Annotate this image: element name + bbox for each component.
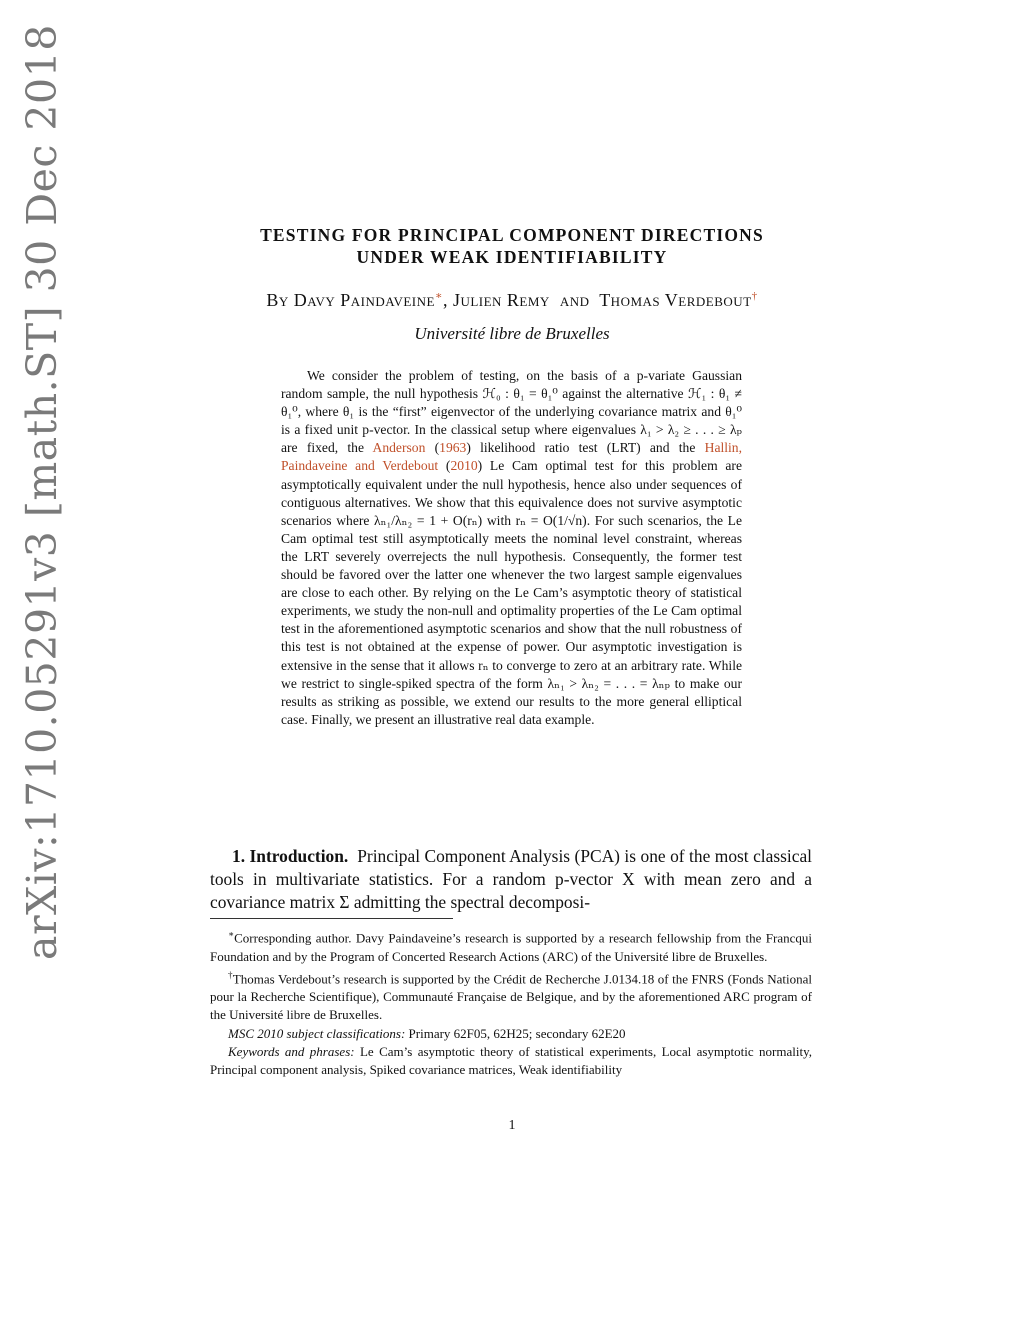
author-separator: , bbox=[442, 290, 448, 310]
footnote-verdebout bbox=[210, 966, 812, 1025]
author-paindaveine: Davy Paindaveine bbox=[293, 290, 435, 310]
page-number: 1 bbox=[508, 1118, 516, 1133]
abstract bbox=[281, 367, 742, 729]
title-line-2: UNDER WEAK IDENTIFIABILITY bbox=[356, 247, 668, 267]
keywords-label: Keywords and phrases: bbox=[228, 1043, 355, 1059]
footnotes bbox=[210, 925, 812, 1079]
section-heading: 1. Introduction. bbox=[232, 846, 349, 866]
msc-codes: Primary 62F05, 62H25; secondary 62E20 bbox=[405, 1025, 626, 1041]
abstract-text-1: We consider the problem of testing, on the basis of a p-variate Gaussian random sample, the null hypothesis ℋ₀ : θ₁ = θ₁⁰ against the alternative ℋ₁ : θ₁ ≠ θ₁⁰, where θ₁ is the “first” eigenvector of the underlying covariance matrix and θ₁⁰ is a fixed unit p-vector. In the classical setup where eigenvalues λ₁ > λ₂ ≥ . . . ≥ λₚ are fixed, the bbox=[281, 368, 742, 456]
author-verdebout: Thomas Verdebout bbox=[599, 290, 752, 310]
footnote-mark: † bbox=[228, 969, 233, 980]
introduction-paragraph bbox=[210, 845, 812, 914]
affiliation: Université libre de Bruxelles bbox=[414, 324, 610, 343]
footnote-text: Corresponding author. Davy Paindaveine’s research is supported by a research fellowship from the Francqui Foundation and by the Program of Concerted Research Actions (ARC) of the Université libre de Bruxelles. bbox=[210, 930, 812, 964]
author-remy: Julien Remy bbox=[452, 290, 550, 310]
footnote-mark-corresponding[interactable]: ∗ bbox=[434, 290, 443, 302]
citation-hallin[interactable]: Hallin, Paindaveine and Verdebout bbox=[281, 440, 743, 474]
arxiv-identifier: arXiv:1710.05291v3 [math.ST] 30 Dec 2018 bbox=[18, 24, 66, 960]
keywords-text: Le Cam’s asymptotic theory of statistical experiments, Local asymptotic normality, Principal component analysis, Spiked covariance matrices, Weak identifiability bbox=[210, 1043, 812, 1078]
citation-anderson-open: ( bbox=[425, 440, 440, 456]
msc-classification bbox=[210, 1025, 812, 1043]
footnote-rule bbox=[210, 918, 453, 919]
by-label: By bbox=[266, 290, 289, 310]
citation-hallin-year[interactable]: 2010 bbox=[450, 458, 478, 474]
citation-hallin-open: ( bbox=[438, 458, 451, 474]
footnote-text: Thomas Verdebout’s research is supported by the Crédit de Recherche J.0134.18 of the FNRS (Fonds National pour la Recherche Scientifique), Communauté Française de Belgique, and by the aforementioned ARC program of the Université libre de Bruxelles. bbox=[210, 971, 813, 1023]
citation-anderson-year[interactable]: 1963 bbox=[439, 440, 467, 456]
introduction-text: Principal Component Analysis (PCA) is one of the most classical tools in multivariate statistics. For a random p-vector X with mean zero and a covariance matrix Σ admitting the spectral decomposi- bbox=[210, 846, 812, 912]
and-label: and bbox=[559, 290, 590, 310]
citation-anderson[interactable]: Anderson bbox=[372, 440, 426, 456]
title-line-1: TESTING FOR PRINCIPAL COMPONENT DIRECTIONS bbox=[260, 225, 764, 245]
abstract-text-3: ) Le Cam optimal test for this problem are asymptotically equivalent under the null hypothesis, hence also under sequences of contiguous alternatives. We show that this equivalence does not survive asymptotic scenarios where λₙ₁/λₙ₂ = 1 + O(rₙ) with rₙ = O(1/√n). For such scenarios, the Le Cam optimal test still asymptotically meets the nominal level constraint, whereas the LRT severely overrejects the null hypothesis. Consequently, the former test should be favored over the latter one whenever the two largest sample eigenvalues are close to each other. By relying on the Le Cam’s asymptotic theory of statistical experiments, we study the non-null and optimality properties of the Le Cam optimal test in the aforementioned asymptotic scenarios and show that the null robustness of this test is not obtained at the expense of power. Our asymptotic investigation is extensive in the sense that it allows rₙ to converge to zero at an arbitrary rate. While we restrict to single-spiked spectra of the form λₙ₁ > λₙ₂ = . . . = λₙₚ to make our results as striking as possible, we extend our results to the more general elliptical case. Finally, we present an illustrative real data example. bbox=[281, 458, 742, 727]
msc-label: MSC 2010 subject classifications: bbox=[228, 1025, 406, 1041]
author-list bbox=[180, 289, 844, 311]
keywords bbox=[210, 1043, 812, 1079]
footnote-mark: ∗ bbox=[228, 929, 235, 939]
abstract-text-2: ) likelihood ratio test (LRT) and the bbox=[466, 440, 705, 456]
footnote-corresponding bbox=[210, 925, 812, 966]
footnote-mark-verdebout[interactable]: † bbox=[751, 290, 758, 302]
paper-title bbox=[180, 224, 844, 268]
